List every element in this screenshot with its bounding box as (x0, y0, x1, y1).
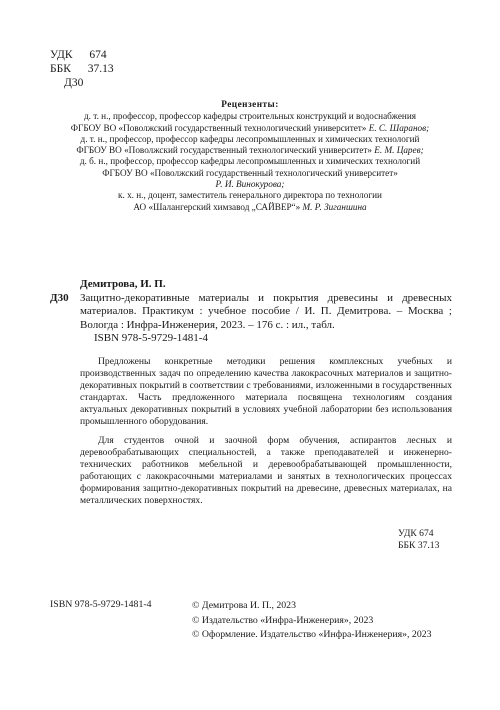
author-mark: Д30 (50, 291, 69, 304)
bottom-bbk: ББК 37.13 (398, 540, 440, 551)
reviewer-name: Р. И. Винокурова; (215, 179, 285, 190)
reviewer-name: Е. С. Шаранов; (368, 122, 430, 133)
reviewer-line: АО «Шалангерский химзавод „САЙВЕР“» М. Р. Зиганшина (133, 201, 367, 212)
copyright-line: © Оформление. Издательство «Инфра-Инженерия», 2023 (192, 629, 432, 640)
classification-block (50, 48, 114, 90)
annotation-paragraph: Предложены конкретные методики решения комплексных учебных и производственных задач по определению качества лакокрасочных материалов и защитно-декоративных покрытий в соответствии с требованиями, изложенными в государственных стандартах. Часть предложенного материала посвящена технологиям создания актуальных декоративных покрытий в условиях учебной лаборатории без использования промышленного оборудования. (80, 356, 452, 427)
book-author: Демитрова, И. П. (80, 278, 166, 290)
reviewer-name: М. Р. Зиганшина (302, 201, 367, 212)
bottom-udc: УДК 674 (398, 528, 434, 539)
copyright-line: © Издательство «Инфра-Инженерия», 2023 (192, 614, 374, 626)
reviewer-line: д. б. н., профессор, профессор кафедры лесопромышленных и химических технологий (79, 156, 421, 167)
bibliographic-record (50, 278, 452, 346)
bbk-line (50, 62, 114, 76)
reviewer-name: Е. М. Царев; (374, 145, 424, 156)
reviewer-line: д. т. н., профессор, профессор кафедры лесопромышленных и химических технологий (80, 133, 420, 144)
copyright-line: © Демитрова И. П., 2023 (192, 600, 296, 611)
reviewer-line: ФГБОУ ВО «Поволжский государственный технологический университет» Е. С. Шаранов; (70, 122, 430, 133)
reviewers-block (70, 99, 430, 213)
annotation (80, 356, 452, 507)
udc-label: УДК (50, 49, 73, 61)
author-mark-line (50, 76, 114, 90)
reviewers-heading: Рецензенты: (221, 99, 279, 109)
bottom-classification (398, 528, 439, 552)
reviewer-line: д. т. н., профессор, профессор кафедры строительных конструкций и водоснабжения (84, 111, 416, 122)
udc-line (50, 48, 114, 62)
reviewer-line: ФГБОУ ВО «Поволжский государственный технологический университет» Е. М. Царев; (76, 145, 424, 156)
book-isbn: ISBN 978-5-9729-1481-4 (94, 332, 208, 345)
udc-code: 674 (89, 49, 107, 61)
bbk-label: ББК (50, 63, 71, 75)
author-mark: Д30 (64, 77, 84, 89)
reviewer-line: ФГБОУ ВО «Поволжский государственный технологический университет» (102, 167, 398, 178)
reviewer-line: к. х. н., доцент, заместитель генерального директора по технологии (118, 190, 382, 201)
book-description-row (50, 292, 452, 333)
reviewer-line (70, 179, 430, 190)
copyright-block (192, 599, 432, 643)
footer-isbn: ISBN 978-5-9729-1481-4 (50, 599, 152, 610)
annotation-paragraph: Для студентов очной и заочной форм обучения, аспирантов лесных и деревообрабатывающих специальностей, а также преподавателей и инженерно-технических работников мебельной и деревообрабатывающей промышленности, работающих с лакокрасочными материалами и занятых в технологических процессах формирования защитно-декоративных покрытий на древесине, древесных материалах, на металлических поверхностях. (80, 435, 452, 506)
book-description: Защитно-декоративные материалы и покрытия древесины и древесных материалов. Практикум : учебное пособие / И. П. Демитрова. – Москва ; Вологда : Инфра-Инженерия, 2023. – 176 с. : ил., табл. (80, 291, 452, 331)
bbk-code: 37.13 (87, 63, 114, 75)
